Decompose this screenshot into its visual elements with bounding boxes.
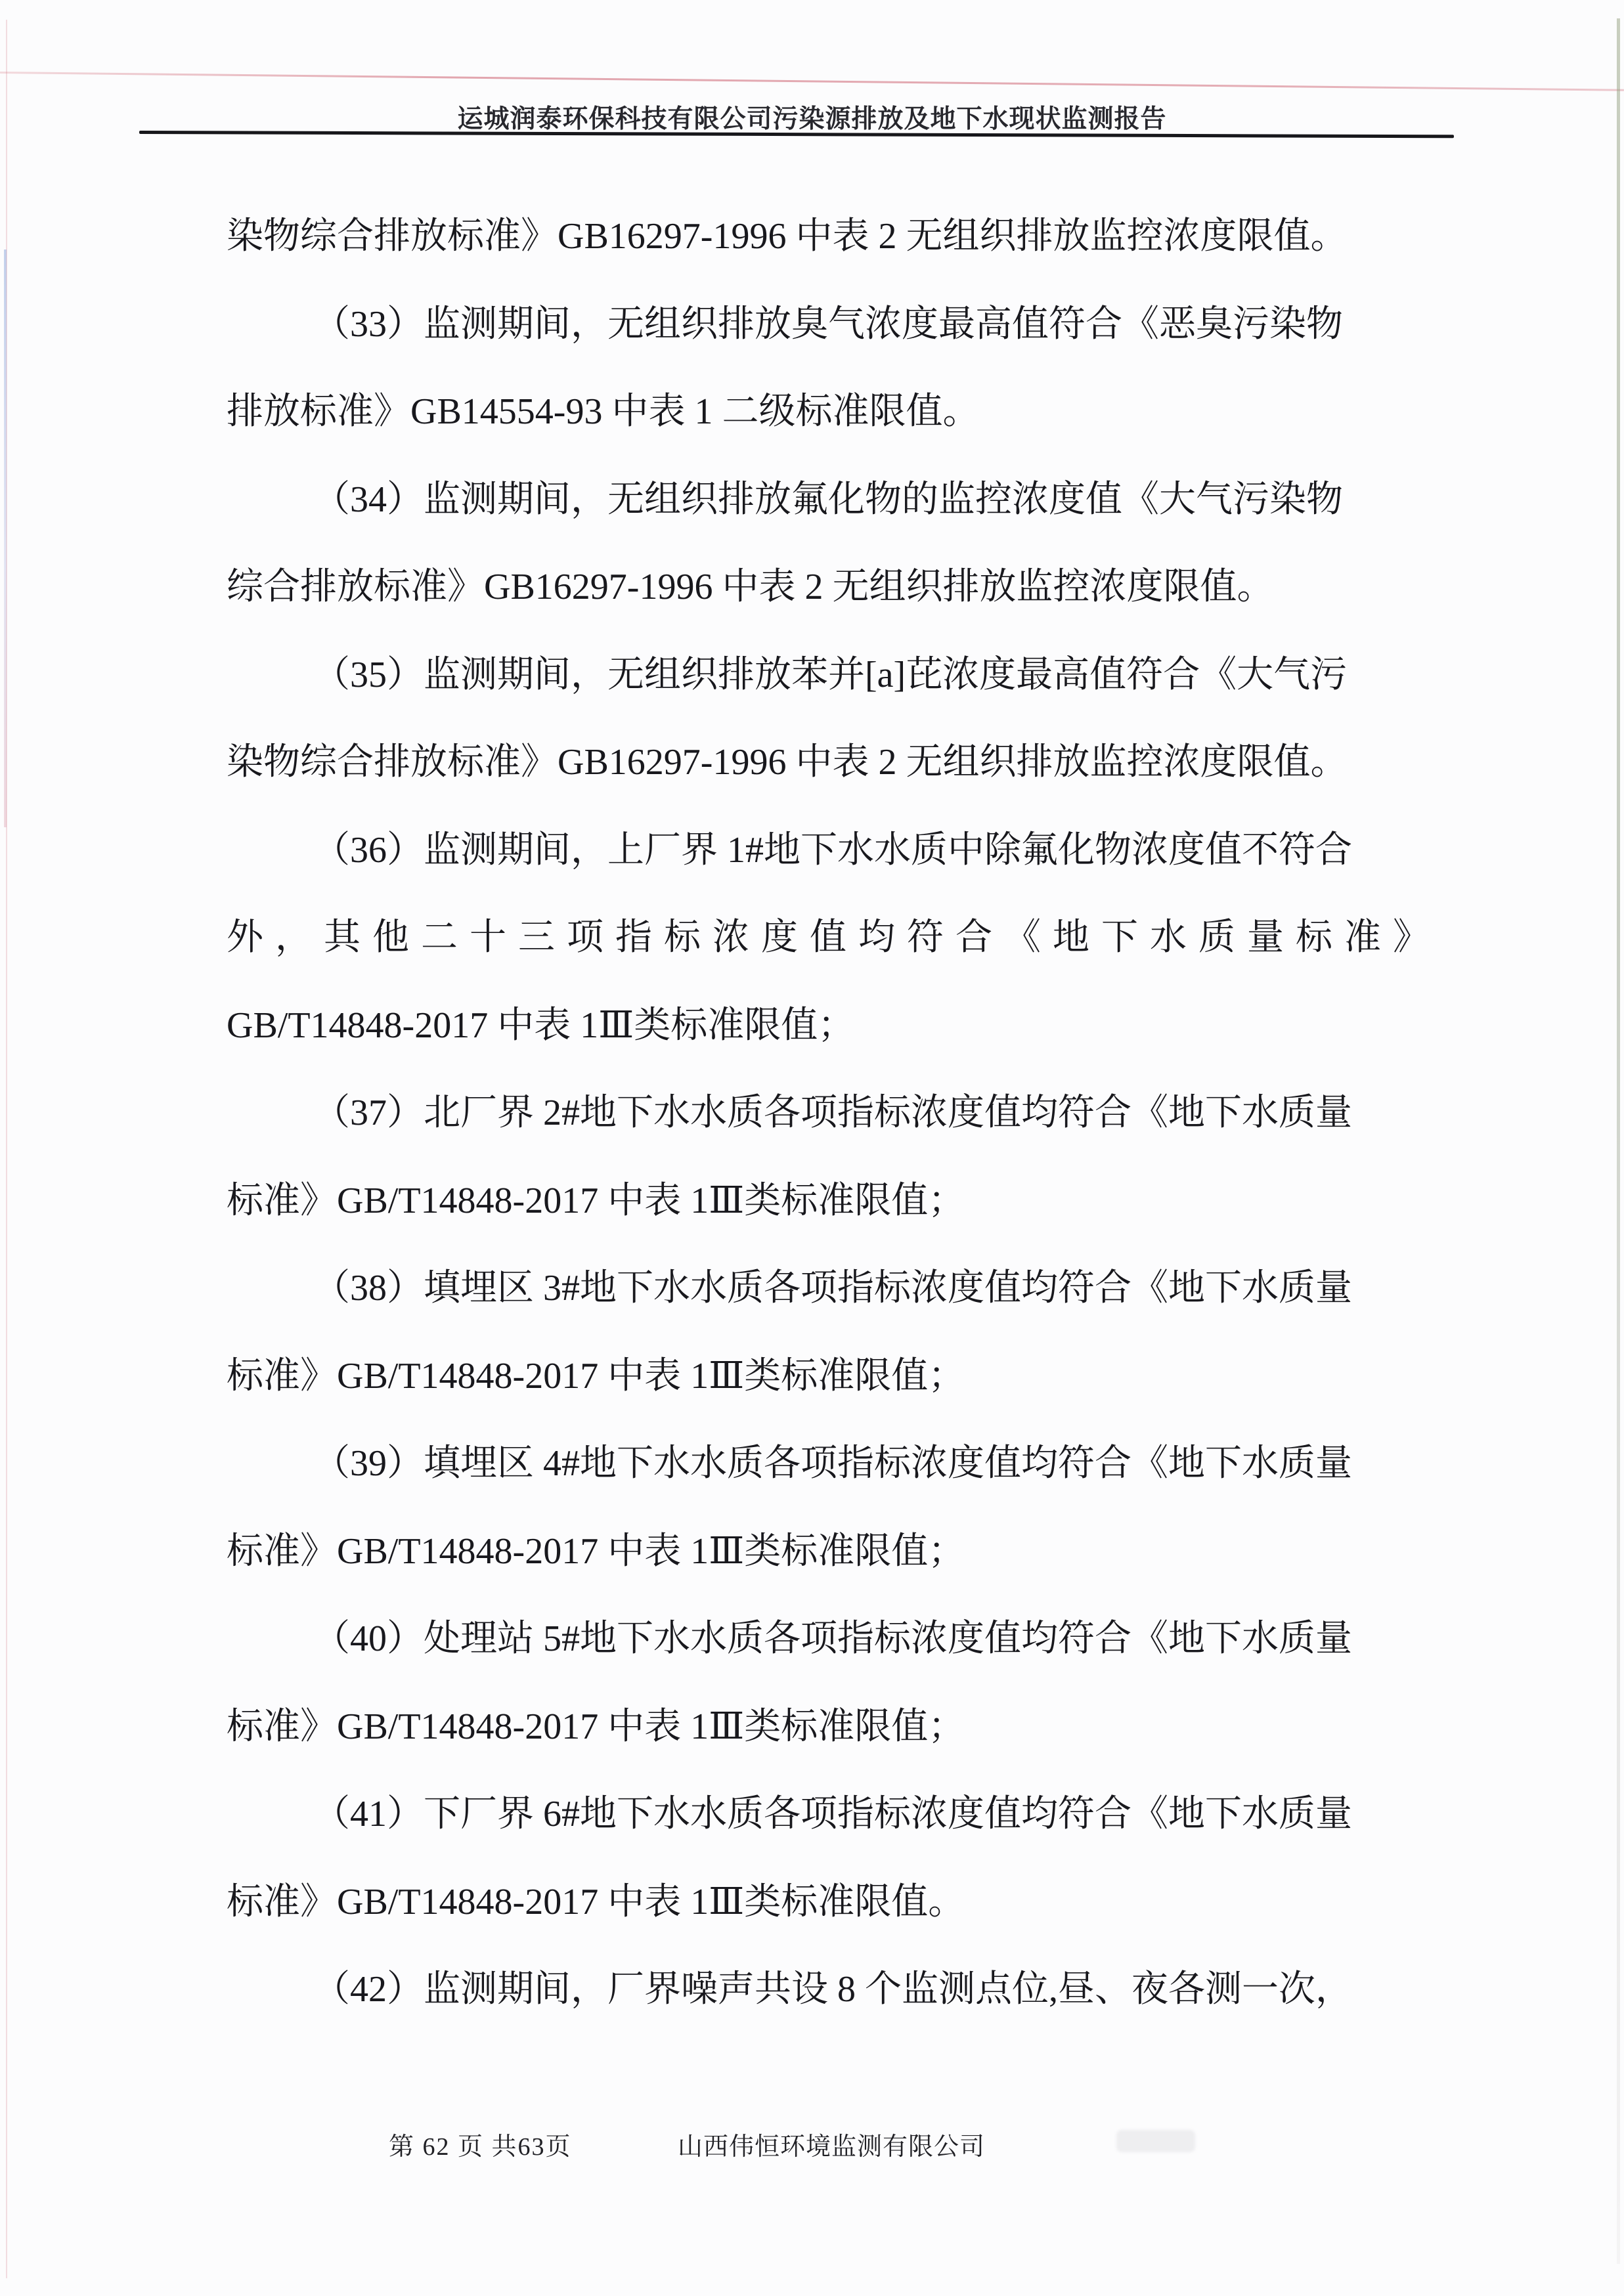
footer-page-number: 第 62 页 共63页	[389, 2133, 572, 2161]
body-line: 染物综合排放标准》GB16297-1996 中表 2 无组织排放监控浓度限值。	[227, 216, 1348, 257]
body-line: （35）监测期间，无组织排放苯并[a]芘浓度最高值符合《大气污	[313, 654, 1348, 695]
page-header-title: 运城润泰环保科技有限公司污染源排放及地下水现状监测报告	[457, 105, 1167, 133]
body-line: 外，其他二十三项指标浓度值均符合《地下水质量标准》	[227, 917, 1441, 958]
body-line: （39）填埋区 4#地下水水质各项指标浓度值均符合《地下水质量	[313, 1443, 1352, 1484]
body-line: 排放标准》GB14554-93 中表 1 二级标准限值。	[227, 391, 980, 432]
body-line: 标准》GB/T14848-2017 中表 1Ⅲ类标准限值；	[227, 1530, 965, 1572]
body-line: （42）监测期间，厂界噪声共设 8 个监测点位,昼、夜各测一次，	[313, 1969, 1352, 2010]
body-line: GB/T14848-2017 中表 1Ⅲ类标准限值；	[227, 1005, 855, 1046]
body-line: （40）处理站 5#地下水水质各项指标浓度值均符合《地下水质量	[313, 1618, 1352, 1659]
body-line: 标准》GB/T14848-2017 中表 1Ⅲ类标准限值；	[227, 1355, 965, 1397]
body-line: （33）监测期间，无组织排放臭气浓度最高值符合《恶臭污染物	[313, 303, 1343, 345]
body-line: 染物综合排放标准》GB16297-1996 中表 2 无组织排放监控浓度限值。	[227, 742, 1348, 783]
body-line: 标准》GB/T14848-2017 中表 1Ⅲ类标准限值。	[227, 1881, 965, 1922]
body-line: 标准》GB/T14848-2017 中表 1Ⅲ类标准限值；	[227, 1706, 965, 1747]
body-line: 综合排放标准》GB16297-1996 中表 2 无组织排放监控浓度限值。	[227, 567, 1274, 607]
body-line: （41）下厂界 6#地下水水质各项指标浓度值均符合《地下水质量	[313, 1794, 1352, 1834]
footer-company-name: 山西伟恒环境监测有限公司	[678, 2133, 986, 2161]
body-line: （37）北厂界 2#地下水水质各项指标浓度值均符合《地下水质量	[313, 1093, 1352, 1133]
body-line: （38）填埋区 3#地下水水质各项指标浓度值均符合《地下水质量	[313, 1268, 1352, 1309]
body-line: （34）监测期间，无组织排放氟化物的监控浓度值《大气污染物	[313, 479, 1343, 520]
body-line: （36）监测期间，上厂界 1#地下水水质中除氟化物浓度值不符合	[313, 829, 1352, 871]
body-line: 标准》GB/T14848-2017 中表 1Ⅲ类标准限值；	[227, 1180, 965, 1221]
